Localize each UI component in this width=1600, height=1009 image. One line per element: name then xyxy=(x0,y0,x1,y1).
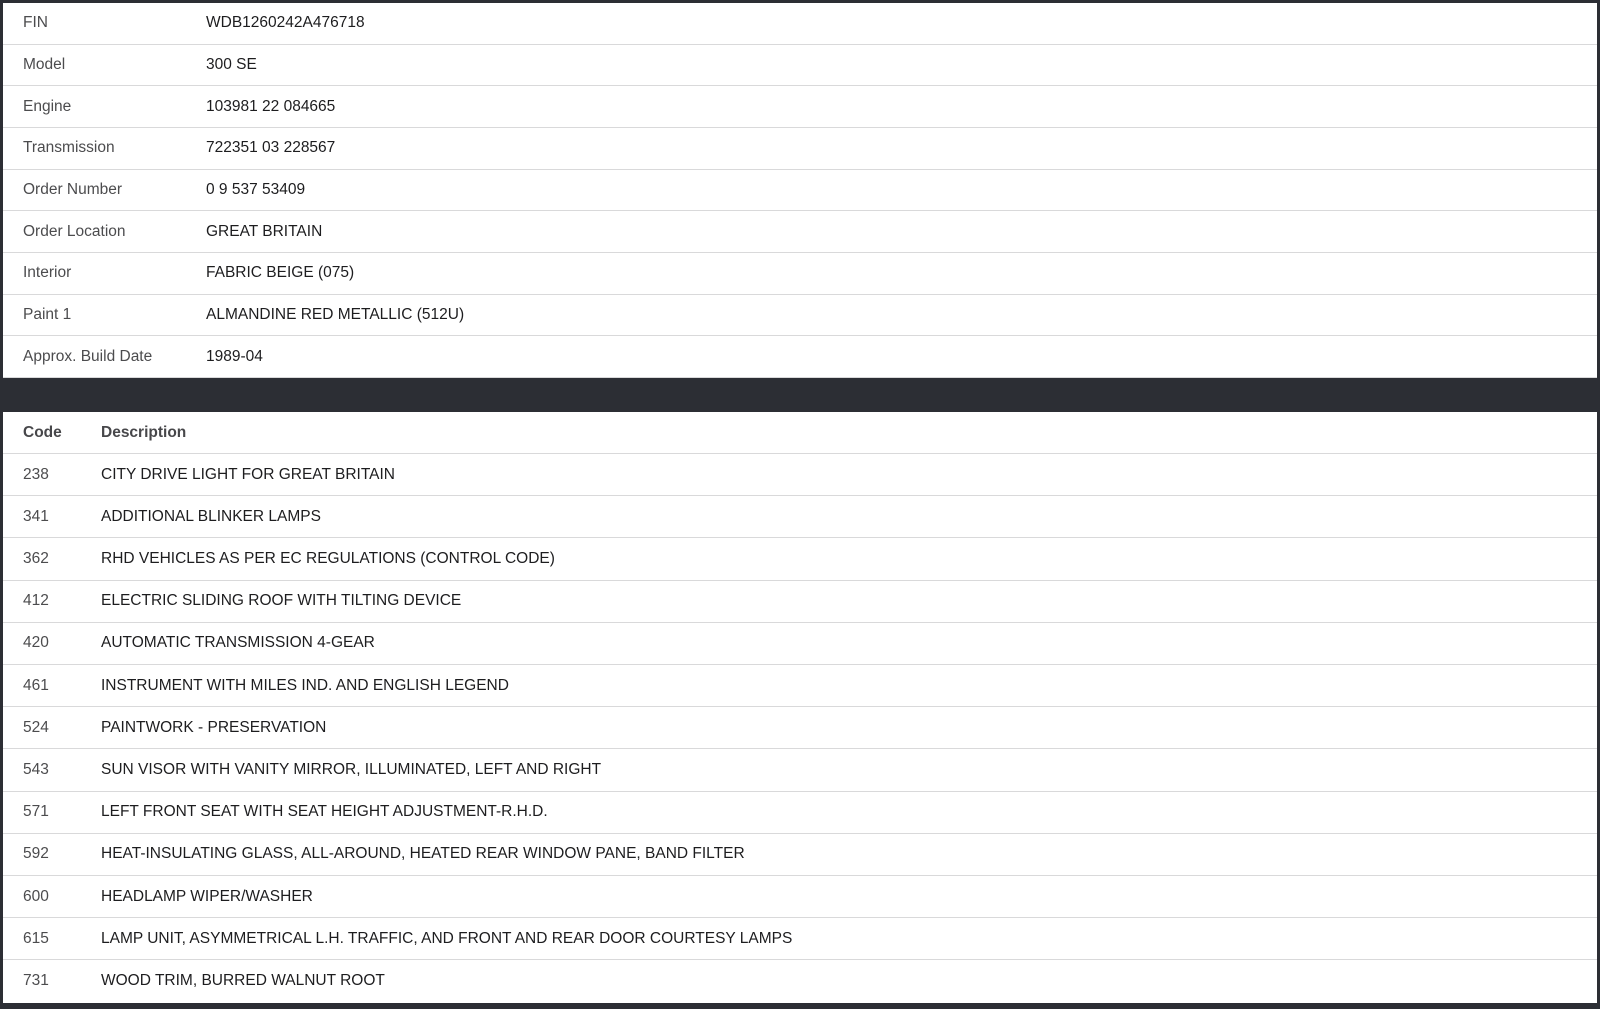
option-code: 592 xyxy=(23,845,49,863)
table-row xyxy=(3,170,1597,212)
option-code: 362 xyxy=(23,550,49,568)
table-row xyxy=(3,665,1597,707)
row-value: 300 SE xyxy=(206,55,257,73)
option-code: 524 xyxy=(23,718,49,736)
row-value: 1989-04 xyxy=(206,347,263,365)
table-row xyxy=(3,581,1597,623)
option-code: 543 xyxy=(23,761,49,778)
table-row xyxy=(3,86,1597,128)
option-description: PAINTWORK - PRESERVATION xyxy=(101,718,327,736)
option-code: 341 xyxy=(23,507,49,525)
option-description: INSTRUMENT WITH MILES IND. AND ENGLISH LEGEND xyxy=(101,676,509,694)
option-description: WOOD TRIM, BURRED WALNUT ROOT xyxy=(101,972,385,990)
options-table xyxy=(3,412,1597,1003)
option-code: 731 xyxy=(23,972,49,990)
option-description: ELECTRIC SLIDING ROOF WITH TILTING DEVICE xyxy=(101,592,462,610)
row-label: Model xyxy=(23,55,66,73)
table-separator-band xyxy=(3,378,1597,412)
option-description: RHD VEHICLES AS PER EC REGULATIONS (CONTROL CODE) xyxy=(101,550,555,568)
row-label: Paint 1 xyxy=(23,305,72,323)
table-row xyxy=(3,834,1597,876)
option-code: 461 xyxy=(23,676,49,694)
table-row xyxy=(3,749,1597,791)
table-row xyxy=(3,960,1597,1002)
row-label: Engine xyxy=(23,97,72,115)
option-description: HEADLAMP WIPER/WASHER xyxy=(101,887,313,905)
table-row xyxy=(3,496,1597,538)
option-code: 615 xyxy=(23,929,49,947)
row-value: 103981 22 084665 xyxy=(206,97,336,115)
table-row xyxy=(3,128,1597,170)
table-row xyxy=(3,454,1597,496)
row-value: 722351 03 228567 xyxy=(206,139,336,157)
table-row xyxy=(3,295,1597,337)
options-table-header xyxy=(3,412,1597,454)
option-description: AUTOMATIC TRANSMISSION 4-GEAR xyxy=(101,634,375,652)
row-label: Order Number xyxy=(23,180,123,198)
row-label: FIN xyxy=(23,14,48,32)
row-value: ALMANDINE RED METALLIC (512U) xyxy=(206,305,465,323)
row-value: WDB1260242A476718 xyxy=(206,14,365,32)
table-row xyxy=(3,918,1597,960)
option-code: 238 xyxy=(23,465,49,483)
option-code: 600 xyxy=(23,887,49,905)
option-code: 412 xyxy=(23,592,49,610)
row-value: GREAT BRITAIN xyxy=(206,222,323,240)
table-row xyxy=(3,623,1597,665)
option-description: ADDITIONAL BLINKER LAMPS xyxy=(101,507,321,525)
table-row xyxy=(3,336,1597,378)
option-code: 420 xyxy=(23,634,49,652)
code-column-header: Code xyxy=(23,423,62,441)
table-row xyxy=(3,211,1597,253)
row-value: FABRIC BEIGE (075) xyxy=(206,264,355,282)
option-description: HEAT-INSULATING GLASS, ALL-AROUND, HEATED REAR WINDOW PANE, BAND FILTER xyxy=(101,845,745,863)
option-description: SUN VISOR WITH VANITY MIRROR, ILLUMINATED, LEFT AND RIGHT xyxy=(101,761,602,778)
option-description: LAMP UNIT, ASYMMETRICAL L.H. TRAFFIC, AND FRONT AND REAR DOOR COURTESY LAMPS xyxy=(101,929,793,947)
vehicle-info-table xyxy=(3,3,1597,378)
table-row xyxy=(3,253,1597,295)
description-column-header: Description xyxy=(101,423,187,441)
option-description: CITY DRIVE LIGHT FOR GREAT BRITAIN xyxy=(101,465,395,483)
table-row xyxy=(3,538,1597,580)
row-label: Approx. Build Date xyxy=(23,347,153,365)
table-row xyxy=(3,45,1597,87)
option-code: 571 xyxy=(23,803,49,821)
table-row xyxy=(3,3,1597,45)
row-label: Order Location xyxy=(23,222,126,240)
row-value: 0 9 537 53409 xyxy=(206,180,306,198)
row-label: Interior xyxy=(23,264,72,282)
row-label: Transmission xyxy=(23,139,115,157)
table-row xyxy=(3,792,1597,834)
table-row xyxy=(3,876,1597,918)
option-description: LEFT FRONT SEAT WITH SEAT HEIGHT ADJUSTMENT-R.H.D. xyxy=(101,803,548,821)
table-row xyxy=(3,707,1597,749)
